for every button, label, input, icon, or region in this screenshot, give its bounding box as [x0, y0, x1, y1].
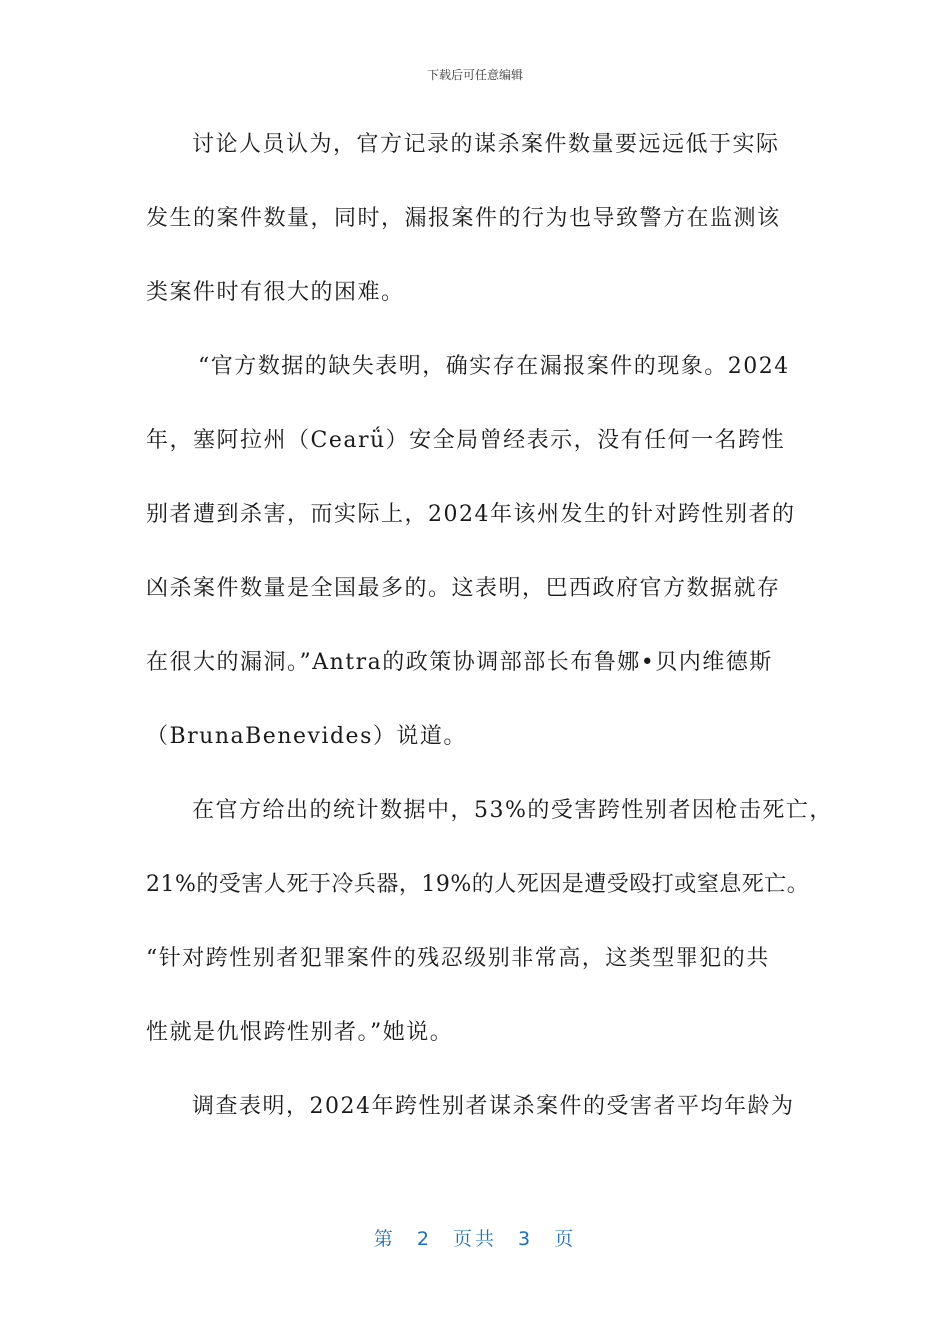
paragraph-line: 性就是仇恨跨性别者。”她说。 [146, 1020, 454, 1045]
paragraph-line: 讨论人员认为，官方记录的谋杀案件数量要远远低于实际 [192, 132, 780, 157]
footer-page-number: 2 [416, 1228, 432, 1250]
paragraph-line: 发生的案件数量，同时，漏报案件的行为也导致警方在监测该 [146, 206, 781, 231]
footer-page-total: 3 [518, 1228, 534, 1250]
footer-page-label: 第 [373, 1228, 396, 1250]
paragraph-line: 21%的受害人死于冷兵器，19%的人死因是遭受殴打或窒息死亡。 [146, 872, 810, 897]
footer-page-mid: 页共 [452, 1228, 497, 1250]
paragraph-line: 别者遭到杀害，而实际上，2024年该州发生的针对跨性别者的 [146, 502, 796, 527]
paragraph-line: 在官方给出的统计数据中，53%的受害跨性别者因枪击死亡， [192, 798, 833, 823]
paragraph-line: “针对跨性别者犯罪案件的残忍级别非常高，这类型罪犯的共 [146, 946, 770, 971]
paragraph-line: 调查表明，2024年跨性别者谋杀案件的受害者平均年龄为 [192, 1094, 795, 1119]
paragraph-line: 凶杀案件数量是全国最多的。这表明，巴西政府官方数据就存 [146, 576, 781, 601]
paragraph-line: 年，塞阿拉州（Cearǘ）安全局曾经表示，没有任何一名跨性 [146, 428, 786, 453]
paragraph-line: 类案件时有很大的困难。 [146, 280, 405, 305]
paragraph-line: 在很大的漏洞。”Antra的政策协调部部长布鲁娜•贝内维德斯 [146, 650, 773, 675]
paragraph-line: （BrunaBenevides）说道。 [146, 724, 467, 749]
page-header: 下载后可任意编辑 [426, 68, 523, 82]
footer-page-end: 页 [554, 1228, 577, 1250]
paragraph-line: “官方数据的缺失表明，确实存在漏报案件的现象。2024 [198, 354, 790, 379]
page-footer [0, 1224, 950, 1251]
document-body [146, 122, 833, 1158]
